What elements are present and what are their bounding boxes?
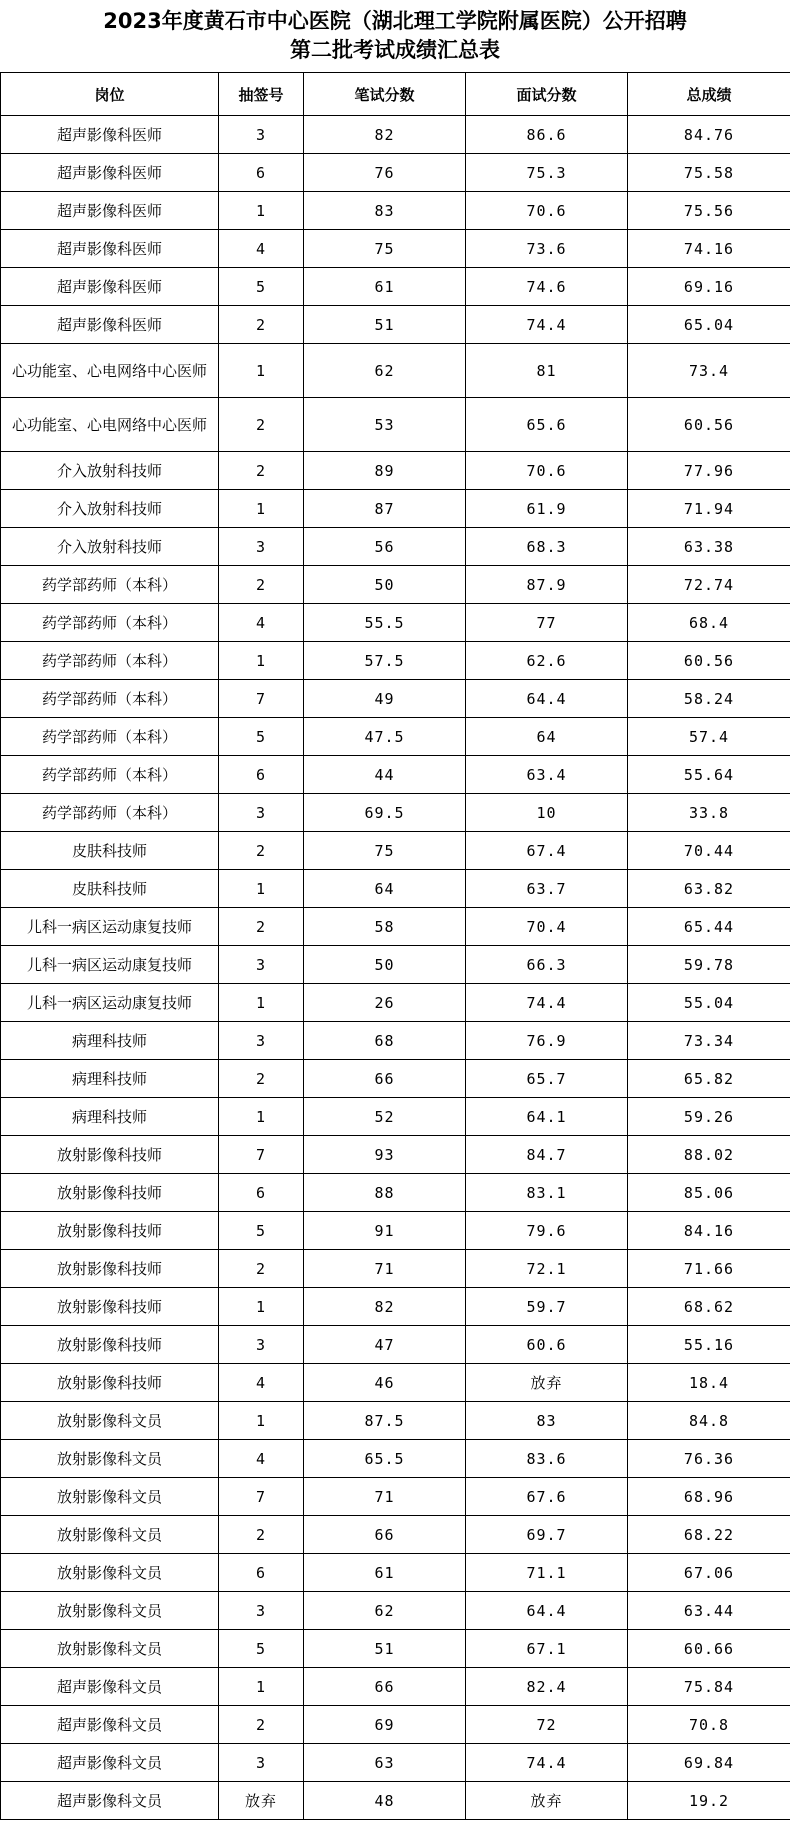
cell-written-score: 64 — [304, 870, 466, 908]
cell-position: 介入放射科技师 — [1, 490, 219, 528]
cell-draw-number: 5 — [219, 1630, 304, 1668]
cell-total-score: 70.8 — [628, 1706, 790, 1744]
cell-draw-number: 4 — [219, 1440, 304, 1478]
table-body — [1, 116, 790, 1820]
cell-position: 皮肤科技师 — [1, 832, 219, 870]
cell-draw-number: 3 — [219, 1592, 304, 1630]
cell-total-score: 68.96 — [628, 1478, 790, 1516]
cell-interview-score: 67.6 — [466, 1478, 628, 1516]
cell-total-score: 63.82 — [628, 870, 790, 908]
cell-draw-number: 2 — [219, 908, 304, 946]
cell-draw-number: 2 — [219, 566, 304, 604]
cell-draw-number: 2 — [219, 452, 304, 490]
cell-draw-number: 6 — [219, 1174, 304, 1212]
cell-written-score: 71 — [304, 1478, 466, 1516]
cell-written-score: 57.5 — [304, 642, 466, 680]
cell-written-score: 66 — [304, 1668, 466, 1706]
cell-written-score: 47 — [304, 1326, 466, 1364]
title-line-2: 第二批考试成绩汇总表 — [290, 38, 500, 62]
cell-draw-number: 放弃 — [219, 1782, 304, 1820]
table-row — [1, 756, 790, 794]
cell-total-score: 84.16 — [628, 1212, 790, 1250]
cell-position: 儿科一病区运动康复技师 — [1, 908, 219, 946]
cell-position: 放射影像科技师 — [1, 1288, 219, 1326]
table-row — [1, 642, 790, 680]
table-row — [1, 946, 790, 984]
table-row — [1, 1098, 790, 1136]
cell-total-score: 65.04 — [628, 306, 790, 344]
cell-interview-score: 70.4 — [466, 908, 628, 946]
cell-position: 超声影像科医师 — [1, 230, 219, 268]
cell-total-score: 71.66 — [628, 1250, 790, 1288]
table-row — [1, 1592, 790, 1630]
cell-total-score: 55.16 — [628, 1326, 790, 1364]
cell-position: 药学部药师（本科） — [1, 680, 219, 718]
cell-draw-number: 1 — [219, 344, 304, 398]
table-row — [1, 1440, 790, 1478]
cell-total-score: 58.24 — [628, 680, 790, 718]
cell-total-score: 73.4 — [628, 344, 790, 398]
cell-position: 放射影像科文员 — [1, 1554, 219, 1592]
cell-interview-score: 放弃 — [466, 1364, 628, 1402]
header-written-score: 笔试分数 — [304, 73, 466, 116]
cell-interview-score: 62.6 — [466, 642, 628, 680]
cell-interview-score: 73.6 — [466, 230, 628, 268]
cell-position: 药学部药师（本科） — [1, 604, 219, 642]
cell-interview-score: 83 — [466, 1402, 628, 1440]
cell-position: 病理科技师 — [1, 1060, 219, 1098]
cell-written-score: 56 — [304, 528, 466, 566]
cell-total-score: 68.4 — [628, 604, 790, 642]
cell-interview-score: 61.9 — [466, 490, 628, 528]
cell-position: 超声影像科文员 — [1, 1668, 219, 1706]
table-row — [1, 1250, 790, 1288]
cell-total-score: 88.02 — [628, 1136, 790, 1174]
cell-interview-score: 64 — [466, 718, 628, 756]
table-row — [1, 1744, 790, 1782]
cell-position: 心功能室、心电网络中心医师 — [1, 398, 219, 452]
cell-position: 超声影像科文员 — [1, 1744, 219, 1782]
cell-draw-number: 1 — [219, 1098, 304, 1136]
cell-total-score: 59.26 — [628, 1098, 790, 1136]
cell-position: 介入放射科技师 — [1, 528, 219, 566]
cell-total-score: 69.84 — [628, 1744, 790, 1782]
cell-written-score: 71 — [304, 1250, 466, 1288]
cell-position: 超声影像科医师 — [1, 268, 219, 306]
header-interview-score: 面试分数 — [466, 73, 628, 116]
cell-position: 皮肤科技师 — [1, 870, 219, 908]
table-row — [1, 1516, 790, 1554]
cell-written-score: 66 — [304, 1516, 466, 1554]
table-row — [1, 566, 790, 604]
cell-position: 超声影像科医师 — [1, 116, 219, 154]
cell-draw-number: 2 — [219, 1706, 304, 1744]
cell-interview-score: 75.3 — [466, 154, 628, 192]
cell-interview-score: 74.4 — [466, 984, 628, 1022]
cell-total-score: 75.58 — [628, 154, 790, 192]
table-row — [1, 1630, 790, 1668]
cell-position: 病理科技师 — [1, 1098, 219, 1136]
cell-written-score: 91 — [304, 1212, 466, 1250]
cell-written-score: 63 — [304, 1744, 466, 1782]
cell-total-score: 75.56 — [628, 192, 790, 230]
cell-draw-number: 3 — [219, 1744, 304, 1782]
cell-written-score: 51 — [304, 306, 466, 344]
cell-total-score: 68.22 — [628, 1516, 790, 1554]
cell-total-score: 65.82 — [628, 1060, 790, 1098]
cell-total-score: 60.66 — [628, 1630, 790, 1668]
table-header — [1, 73, 790, 116]
cell-draw-number: 3 — [219, 528, 304, 566]
cell-interview-score: 66.3 — [466, 946, 628, 984]
cell-position: 放射影像科技师 — [1, 1326, 219, 1364]
table-row — [1, 680, 790, 718]
cell-interview-score: 63.7 — [466, 870, 628, 908]
cell-interview-score: 64.1 — [466, 1098, 628, 1136]
cell-draw-number: 3 — [219, 794, 304, 832]
table-row — [1, 718, 790, 756]
cell-draw-number: 1 — [219, 1402, 304, 1440]
table-row — [1, 1782, 790, 1820]
table-row — [1, 1668, 790, 1706]
cell-position: 药学部药师（本科） — [1, 642, 219, 680]
table-row — [1, 490, 790, 528]
cell-draw-number: 1 — [219, 490, 304, 528]
cell-draw-number: 2 — [219, 398, 304, 452]
cell-total-score: 57.4 — [628, 718, 790, 756]
cell-written-score: 58 — [304, 908, 466, 946]
table-row — [1, 794, 790, 832]
header-row — [1, 73, 790, 116]
header-total-score: 总成绩 — [628, 73, 790, 116]
cell-position: 药学部药师（本科） — [1, 756, 219, 794]
cell-written-score: 44 — [304, 756, 466, 794]
cell-position: 超声影像科医师 — [1, 154, 219, 192]
table-row — [1, 1706, 790, 1744]
cell-position: 超声影像科文员 — [1, 1782, 219, 1820]
cell-written-score: 75 — [304, 230, 466, 268]
cell-written-score: 93 — [304, 1136, 466, 1174]
cell-interview-score: 83.6 — [466, 1440, 628, 1478]
cell-interview-score: 67.1 — [466, 1630, 628, 1668]
table-row — [1, 908, 790, 946]
cell-written-score: 48 — [304, 1782, 466, 1820]
table-row — [1, 154, 790, 192]
cell-written-score: 55.5 — [304, 604, 466, 642]
cell-position: 药学部药师（本科） — [1, 566, 219, 604]
cell-position: 超声影像科医师 — [1, 306, 219, 344]
cell-draw-number: 1 — [219, 642, 304, 680]
cell-position: 儿科一病区运动康复技师 — [1, 984, 219, 1022]
cell-interview-score: 69.7 — [466, 1516, 628, 1554]
cell-position: 介入放射科技师 — [1, 452, 219, 490]
table-row — [1, 832, 790, 870]
table-row — [1, 984, 790, 1022]
cell-total-score: 65.44 — [628, 908, 790, 946]
cell-total-score: 76.36 — [628, 1440, 790, 1478]
table-row — [1, 230, 790, 268]
cell-interview-score: 放弃 — [466, 1782, 628, 1820]
cell-draw-number: 1 — [219, 870, 304, 908]
cell-draw-number: 7 — [219, 1136, 304, 1174]
cell-interview-score: 65.7 — [466, 1060, 628, 1098]
cell-interview-score: 74.6 — [466, 268, 628, 306]
cell-position: 药学部药师（本科） — [1, 718, 219, 756]
cell-written-score: 51 — [304, 1630, 466, 1668]
cell-draw-number: 4 — [219, 604, 304, 642]
cell-written-score: 87.5 — [304, 1402, 466, 1440]
cell-draw-number: 6 — [219, 756, 304, 794]
table-row — [1, 528, 790, 566]
cell-written-score: 50 — [304, 566, 466, 604]
cell-draw-number: 2 — [219, 1060, 304, 1098]
cell-written-score: 52 — [304, 1098, 466, 1136]
cell-written-score: 89 — [304, 452, 466, 490]
cell-total-score: 55.04 — [628, 984, 790, 1022]
cell-total-score: 77.96 — [628, 452, 790, 490]
cell-written-score: 69 — [304, 1706, 466, 1744]
cell-interview-score: 65.6 — [466, 398, 628, 452]
cell-interview-score: 83.1 — [466, 1174, 628, 1212]
cell-draw-number: 5 — [219, 268, 304, 306]
table-row — [1, 344, 790, 398]
cell-position: 放射影像科技师 — [1, 1364, 219, 1402]
cell-written-score: 66 — [304, 1060, 466, 1098]
table-row — [1, 1402, 790, 1440]
cell-total-score: 60.56 — [628, 398, 790, 452]
cell-total-score: 84.76 — [628, 116, 790, 154]
cell-interview-score: 10 — [466, 794, 628, 832]
table-row — [1, 1174, 790, 1212]
table-row — [1, 116, 790, 154]
cell-draw-number: 3 — [219, 116, 304, 154]
cell-written-score: 61 — [304, 1554, 466, 1592]
cell-draw-number: 5 — [219, 1212, 304, 1250]
cell-draw-number: 3 — [219, 946, 304, 984]
cell-interview-score: 86.6 — [466, 116, 628, 154]
cell-written-score: 26 — [304, 984, 466, 1022]
table-row — [1, 1136, 790, 1174]
cell-written-score: 46 — [304, 1364, 466, 1402]
cell-draw-number: 3 — [219, 1326, 304, 1364]
cell-draw-number: 1 — [219, 984, 304, 1022]
cell-interview-score: 81 — [466, 344, 628, 398]
cell-draw-number: 2 — [219, 1516, 304, 1554]
cell-written-score: 83 — [304, 192, 466, 230]
cell-position: 放射影像科技师 — [1, 1174, 219, 1212]
cell-written-score: 53 — [304, 398, 466, 452]
cell-draw-number: 7 — [219, 1478, 304, 1516]
cell-total-score: 69.16 — [628, 268, 790, 306]
cell-total-score: 67.06 — [628, 1554, 790, 1592]
table-row — [1, 1364, 790, 1402]
cell-written-score: 62 — [304, 344, 466, 398]
cell-total-score: 70.44 — [628, 832, 790, 870]
cell-interview-score: 82.4 — [466, 1668, 628, 1706]
cell-written-score: 65.5 — [304, 1440, 466, 1478]
table-row — [1, 870, 790, 908]
cell-total-score: 68.62 — [628, 1288, 790, 1326]
cell-position: 放射影像科文员 — [1, 1630, 219, 1668]
cell-position: 放射影像科文员 — [1, 1402, 219, 1440]
table-row — [1, 1326, 790, 1364]
cell-position: 药学部药师（本科） — [1, 794, 219, 832]
cell-draw-number: 2 — [219, 306, 304, 344]
cell-written-score: 87 — [304, 490, 466, 528]
cell-written-score: 76 — [304, 154, 466, 192]
cell-interview-score: 77 — [466, 604, 628, 642]
cell-written-score: 50 — [304, 946, 466, 984]
cell-draw-number: 4 — [219, 230, 304, 268]
cell-written-score: 68 — [304, 1022, 466, 1060]
cell-interview-score: 79.6 — [466, 1212, 628, 1250]
table-row — [1, 452, 790, 490]
score-table — [0, 72, 790, 1820]
cell-written-score: 69.5 — [304, 794, 466, 832]
cell-interview-score: 87.9 — [466, 566, 628, 604]
cell-interview-score: 67.4 — [466, 832, 628, 870]
cell-interview-score: 68.3 — [466, 528, 628, 566]
cell-total-score: 73.34 — [628, 1022, 790, 1060]
cell-position: 放射影像科文员 — [1, 1440, 219, 1478]
cell-interview-score: 60.6 — [466, 1326, 628, 1364]
cell-position: 超声影像科医师 — [1, 192, 219, 230]
cell-interview-score: 72.1 — [466, 1250, 628, 1288]
cell-written-score: 61 — [304, 268, 466, 306]
cell-written-score: 88 — [304, 1174, 466, 1212]
table-row — [1, 1478, 790, 1516]
header-position: 岗位 — [1, 73, 219, 116]
cell-interview-score: 59.7 — [466, 1288, 628, 1326]
cell-position: 放射影像科文员 — [1, 1478, 219, 1516]
cell-total-score: 33.8 — [628, 794, 790, 832]
cell-draw-number: 2 — [219, 832, 304, 870]
cell-written-score: 82 — [304, 1288, 466, 1326]
cell-position: 病理科技师 — [1, 1022, 219, 1060]
table-row — [1, 1022, 790, 1060]
table-row — [1, 268, 790, 306]
cell-total-score: 63.38 — [628, 528, 790, 566]
cell-interview-score: 64.4 — [466, 1592, 628, 1630]
table-row — [1, 604, 790, 642]
cell-draw-number: 1 — [219, 1288, 304, 1326]
cell-position: 超声影像科文员 — [1, 1706, 219, 1744]
cell-written-score: 82 — [304, 116, 466, 154]
title-line-1: 2023年度黄石市中心医院（湖北理工学院附属医院）公开招聘 — [103, 9, 687, 33]
cell-interview-score: 84.7 — [466, 1136, 628, 1174]
cell-total-score: 63.44 — [628, 1592, 790, 1630]
table-row — [1, 1060, 790, 1098]
cell-draw-number: 1 — [219, 1668, 304, 1706]
cell-draw-number: 2 — [219, 1250, 304, 1288]
cell-total-score: 74.16 — [628, 230, 790, 268]
cell-written-score: 47.5 — [304, 718, 466, 756]
cell-interview-score: 76.9 — [466, 1022, 628, 1060]
table-row — [1, 1212, 790, 1250]
cell-draw-number: 5 — [219, 718, 304, 756]
cell-written-score: 62 — [304, 1592, 466, 1630]
cell-total-score: 18.4 — [628, 1364, 790, 1402]
cell-position: 放射影像科技师 — [1, 1136, 219, 1174]
cell-interview-score: 71.1 — [466, 1554, 628, 1592]
cell-total-score: 19.2 — [628, 1782, 790, 1820]
cell-total-score: 59.78 — [628, 946, 790, 984]
header-draw-number: 抽签号 — [219, 73, 304, 116]
cell-written-score: 75 — [304, 832, 466, 870]
cell-interview-score: 74.4 — [466, 1744, 628, 1782]
cell-interview-score: 74.4 — [466, 306, 628, 344]
cell-total-score: 75.84 — [628, 1668, 790, 1706]
table-row — [1, 398, 790, 452]
cell-written-score: 49 — [304, 680, 466, 718]
cell-draw-number: 7 — [219, 680, 304, 718]
cell-interview-score: 63.4 — [466, 756, 628, 794]
cell-interview-score: 70.6 — [466, 452, 628, 490]
cell-interview-score: 64.4 — [466, 680, 628, 718]
cell-position: 放射影像科文员 — [1, 1592, 219, 1630]
document-title — [0, 0, 790, 72]
cell-draw-number: 1 — [219, 192, 304, 230]
cell-total-score: 55.64 — [628, 756, 790, 794]
cell-total-score: 84.8 — [628, 1402, 790, 1440]
cell-interview-score: 70.6 — [466, 192, 628, 230]
cell-position: 儿科一病区运动康复技师 — [1, 946, 219, 984]
cell-total-score: 85.06 — [628, 1174, 790, 1212]
cell-total-score: 60.56 — [628, 642, 790, 680]
cell-draw-number: 4 — [219, 1364, 304, 1402]
cell-draw-number: 3 — [219, 1022, 304, 1060]
cell-total-score: 72.74 — [628, 566, 790, 604]
cell-total-score: 71.94 — [628, 490, 790, 528]
table-row — [1, 1288, 790, 1326]
table-row — [1, 192, 790, 230]
cell-draw-number: 6 — [219, 154, 304, 192]
cell-interview-score: 72 — [466, 1706, 628, 1744]
cell-position: 放射影像科技师 — [1, 1250, 219, 1288]
cell-position: 放射影像科文员 — [1, 1516, 219, 1554]
cell-draw-number: 6 — [219, 1554, 304, 1592]
cell-position: 放射影像科技师 — [1, 1212, 219, 1250]
table-row — [1, 1554, 790, 1592]
cell-position: 心功能室、心电网络中心医师 — [1, 344, 219, 398]
table-row — [1, 306, 790, 344]
